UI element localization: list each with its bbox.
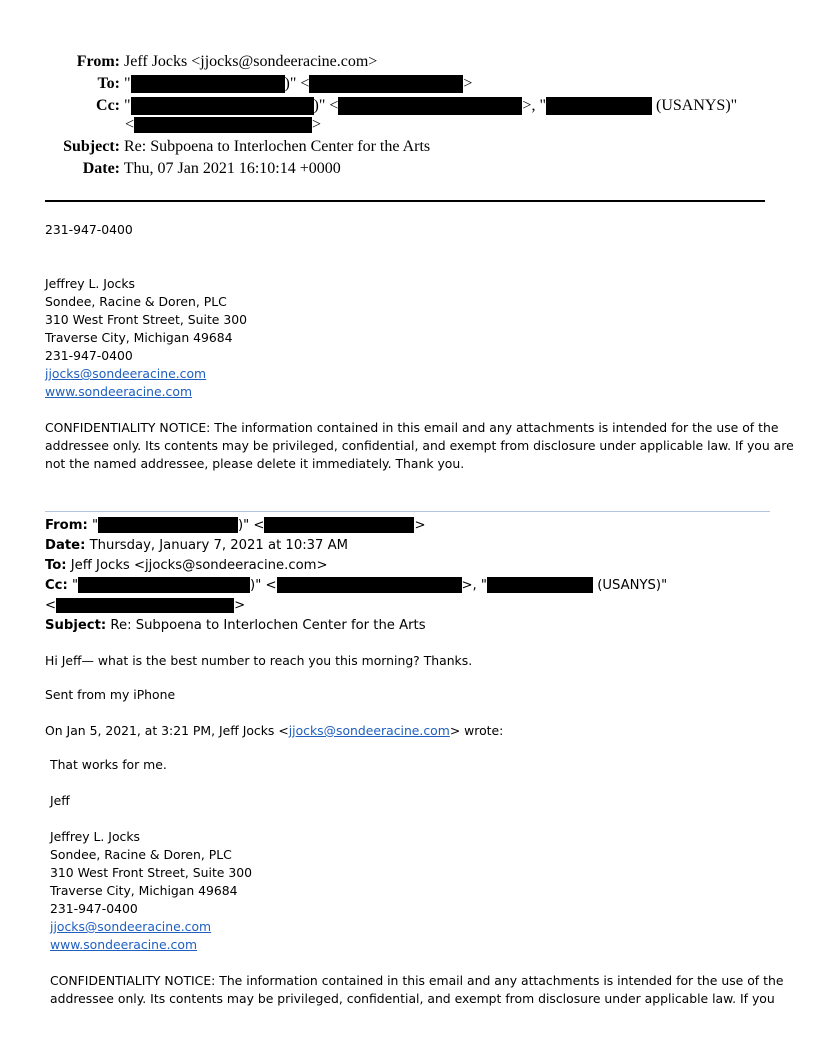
quoted-divider [45, 511, 770, 512]
header-from-label: From: [76, 53, 120, 70]
quoted-cc-bracket-open: < [45, 598, 57, 613]
quoted-sent-from: Sent from my iPhone [45, 687, 176, 702]
quoted-date-value: Thursday, January 7, 2021 at 10:37 AM [85, 538, 349, 553]
nested-signature-name: Jeffrey L. Jocks [50, 829, 140, 844]
redaction-block [264, 517, 414, 533]
quoted-wrote-suffix: > wrote: [449, 723, 504, 738]
confidentiality-line: not the named addressee, please delete it immediately. Thank you. [45, 456, 465, 471]
signature-street: 310 West Front Street, Suite 300 [45, 312, 248, 327]
header-cc-quote: " [124, 97, 131, 114]
redaction-block [277, 577, 462, 593]
redaction-block [338, 97, 522, 115]
nested-signature-street: 310 West Front Street, Suite 300 [50, 865, 253, 880]
quoted-subject-label: Subject: [45, 618, 107, 633]
redaction-block [98, 517, 238, 533]
redaction-block [487, 577, 593, 593]
redaction-block [131, 97, 314, 115]
header-cc-row-2 [125, 115, 321, 135]
quoted-message: Hi Jeff— what is the best number to reach you this morning? Thanks. [45, 653, 473, 668]
nested-signature-web-link[interactable]: www.sondeeracine.com [50, 937, 198, 952]
quoted-date-row [45, 536, 348, 556]
signature-name: Jeffrey L. Jocks [45, 276, 135, 291]
quoted-from-row [45, 516, 426, 536]
signature-phone: 231-947-0400 [45, 348, 133, 363]
header-from-row [0, 52, 377, 72]
redaction-block [546, 97, 652, 115]
quoted-cc-separator: )" < [250, 578, 277, 593]
header-cc-label: Cc: [96, 97, 120, 114]
redaction-block [309, 75, 463, 93]
header-cc-row [0, 96, 737, 116]
header-subject-label: Subject: [63, 138, 120, 155]
quoted-subject-value: Re: Subpoena to Interlochen Center for the Arts [106, 618, 426, 633]
header-date-label: Date: [82, 160, 120, 177]
header-to-separator: )" < [284, 75, 310, 92]
header-to-row [0, 74, 472, 94]
quoted-cc-row [45, 576, 667, 596]
confidentiality-line: CONFIDENTIALITY NOTICE: The information contained in this email and any attachments is intended for the use of the [45, 420, 779, 435]
header-cc-bracket-close: > [312, 116, 322, 133]
header-cc-separator: )" < [313, 97, 339, 114]
nested-signature-email-link[interactable]: jjocks@sondeeracine.com [50, 919, 212, 934]
phone-top: 231-947-0400 [45, 222, 133, 237]
quoted-from-bracket: > [414, 518, 426, 533]
header-cc-suffix: (USANYS)" [655, 97, 738, 114]
quoted-from-label: From: [45, 518, 88, 533]
nested-confidentiality-line: addressee only. Its contents may be privileged, confidential, and exempt from disclosure under applicable law. If you [50, 991, 775, 1006]
header-to-quote: " [124, 75, 131, 92]
nested-signature-firm: Sondee, Racine & Doren, PLC [50, 847, 232, 862]
quoted-wrote-line [45, 722, 503, 740]
signature-web-link[interactable]: www.sondeeracine.com [45, 384, 193, 399]
nested-line-2: Jeff [50, 793, 70, 808]
redaction-block [78, 577, 250, 593]
redaction-block [134, 117, 312, 133]
header-from-value: Jeff Jocks <jjocks@sondeeracine.com> [124, 53, 378, 70]
quoted-wrote-prefix: On Jan 5, 2021, at 3:21 PM, Jeff Jocks < [45, 723, 289, 738]
nested-line-1: That works for me. [50, 757, 167, 772]
quoted-subject-row [45, 616, 426, 636]
quoted-cc-bracket-close: > [234, 598, 246, 613]
confidentiality-line: addressee only. Its contents may be privileged, confidential, and exempt from disclosure under applicable law. If you are [45, 438, 794, 453]
redaction-block [131, 75, 285, 93]
redaction-block [56, 598, 234, 613]
quoted-cc-suffix: (USANYS)" [593, 578, 668, 593]
quoted-cc-label: Cc: [45, 578, 68, 593]
header-subject-value: Re: Subpoena to Interlochen Center for the Arts [124, 138, 431, 155]
signature-city: Traverse City, Michigan 49684 [45, 330, 233, 345]
quoted-date-label: Date: [45, 538, 86, 553]
quoted-cc-separator-2: >, " [461, 578, 487, 593]
signature-firm: Sondee, Racine & Doren, PLC [45, 294, 227, 309]
nested-signature-city: Traverse City, Michigan 49684 [50, 883, 238, 898]
header-date-row [0, 159, 341, 179]
header-to-bracket: > [463, 75, 473, 92]
header-cc-bracket-open: < [125, 116, 135, 133]
nested-signature-phone: 231-947-0400 [50, 901, 138, 916]
header-date-value: Thu, 07 Jan 2021 16:10:14 +0000 [123, 160, 341, 177]
quoted-to-label: To: [45, 558, 67, 573]
quoted-from-separator: )" < [238, 518, 265, 533]
quoted-cc-quote: " [67, 578, 79, 593]
quoted-to-row [45, 556, 328, 576]
header-cc-separator-2: >, " [522, 97, 546, 114]
quoted-wrote-email-link[interactable]: jjocks@sondeeracine.com [288, 723, 450, 738]
header-to-label: To: [97, 75, 120, 92]
quoted-to-value: Jeff Jocks <jjocks@sondeeracine.com> [66, 558, 328, 573]
quoted-cc-row-2 [45, 596, 245, 616]
header-subject-row [0, 137, 430, 157]
nested-confidentiality-line: CONFIDENTIALITY NOTICE: The information contained in this email and any attachments is intended for the use of the [50, 973, 784, 988]
quoted-from-quote: " [87, 518, 99, 533]
signature-email-link[interactable]: jjocks@sondeeracine.com [45, 366, 207, 381]
header-divider [45, 200, 765, 202]
